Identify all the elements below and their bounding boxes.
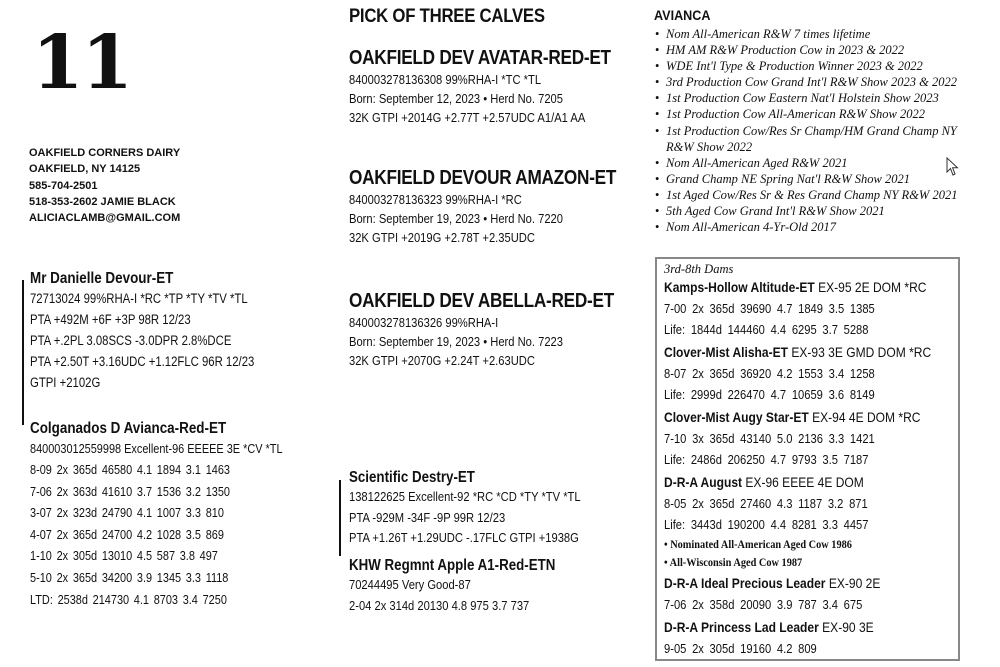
calf-entry xyxy=(349,47,611,127)
dam-id-line: 840003012559998 Excellent-96 EEEEE 3E *CV *TL xyxy=(30,441,283,456)
dam-entry-life: Life: 2486d 206250 4.7 9793 3.5 7187 xyxy=(664,452,869,467)
sire-name: Mr Danielle Devour-ET xyxy=(30,270,174,287)
bullet-icon: • xyxy=(655,123,660,138)
bullet-icon: • xyxy=(655,171,660,186)
bullet-icon: • xyxy=(655,107,660,122)
dam-entry-record: 9-05 2x 305d 19160 4.2 809 xyxy=(664,641,817,656)
dam-entry-record: 7-00 2x 365d 39690 4.7 1849 3.5 1385 xyxy=(664,301,875,316)
achievement-item: • 1st Production Cow Eastern Nat'l Holstein Show 2023 xyxy=(655,91,939,106)
dams-list xyxy=(664,277,931,659)
sire-line: PTA +.2PL 3.08SCS -3.0DPR 2.8%DCE xyxy=(30,333,232,348)
achievement-item: • 1st Production Cow All-American R&W Show 2022 xyxy=(655,107,926,122)
mid-sire-line: PTA -929M -34F -9P 99R 12/23 xyxy=(349,509,506,525)
dam-entry-name: Clover-Mist Augy Star-ET EX-94 4E DOM *RC xyxy=(664,409,921,425)
dam-entry-life: Life: 1844d 144460 4.4 6295 3.7 5288 xyxy=(664,322,869,337)
calf-name: OAKFIELD DEVOUR AMAZON-ET xyxy=(349,167,617,189)
calf-gtpi-line: 32K GTPI +2019G +2.78T +2.35UDC xyxy=(349,230,535,245)
calf-born-line: Born: September 19, 2023 • Herd No. 7220 xyxy=(349,211,563,226)
sire-line: GTPI +2102G xyxy=(30,375,101,390)
bullet-icon: • xyxy=(655,187,660,202)
bullet-icon: • xyxy=(655,59,660,74)
dam-lifetime: LTD: 2538d 214730 4.1 8703 3.4 7250 xyxy=(30,591,227,607)
mid-sire-block xyxy=(349,468,581,549)
bullet-icon: • xyxy=(655,220,660,235)
bullet-icon: • xyxy=(655,91,660,106)
calf-name: OAKFIELD DEV ABELLA-RED-ET xyxy=(349,290,614,312)
pedigree-rule xyxy=(22,280,24,425)
dam-honor-note: • All-Wisconsin Aged Cow 1987 xyxy=(664,555,803,569)
calf-id-line: 840003278136323 99%RHA-I *RC xyxy=(349,192,522,207)
consignor-email: ALICIACLAMB@GMAIL.COM xyxy=(29,212,181,225)
dam-classification: EX-90 3E xyxy=(822,619,874,635)
avianca-title: AVIANCA xyxy=(654,7,711,23)
dam-record: 5-10 2x 365d 34200 3.9 1345 3.3 1118 xyxy=(30,569,229,585)
consignor-line: 585-704-2501 xyxy=(29,179,98,192)
dam-classification: EX-94 4E DOM *RC xyxy=(812,409,921,425)
achievement-item: • HM AM R&W Production Cow in 2023 & 2022 xyxy=(655,43,905,58)
dam-honor-note: • Nominated All-American Aged Cow 1986 xyxy=(664,537,852,551)
bullet-icon: • xyxy=(655,43,660,58)
pedigree-rule xyxy=(339,480,341,556)
dams-header: 3rd-8th Dams xyxy=(664,262,734,276)
achievement-item: • 1st Production Cow/Res Sr Champ/HM Grand Champ NY xyxy=(655,123,957,138)
dam-record: 3-07 2x 323d 24790 4.1 1007 3.3 810 xyxy=(30,505,224,521)
mid-dam-line: 2-04 2x 314d 20130 4.8 975 3.7 737 xyxy=(349,597,530,613)
dam-record: 8-09 2x 365d 46580 4.1 1894 3.1 1463 xyxy=(30,462,230,477)
avianca-achievements xyxy=(655,26,957,235)
lot-number: 11 xyxy=(32,20,131,106)
achievement-item: • Nom All-American R&W 7 times lifetime xyxy=(655,27,871,41)
achievement-item-continued: R&W Show 2022 xyxy=(666,139,753,154)
dam-classification: EX-93 3E GMD DOM *RC xyxy=(791,344,932,360)
dam-entry-record: 8-05 2x 365d 27460 4.3 1187 3.2 871 xyxy=(664,496,868,511)
bullet-icon: • xyxy=(655,27,660,41)
achievement-item: • 5th Aged Cow Grand Int'l R&W Show 2021 xyxy=(655,204,885,219)
achievement-item: • Nom All-American Aged R&W 2021 xyxy=(655,155,848,170)
mid-dam-name: KHW Regmnt Apple A1-Red-ETN xyxy=(349,557,556,574)
dam-record: 1-10 2x 305d 13010 4.5 587 3.8 497 xyxy=(30,548,218,564)
dam-classification: EX-95 2E DOM *RC xyxy=(818,279,927,295)
dam-entry-name: D-R-A August EX-96 EEEE 4E DOM xyxy=(664,474,864,490)
achievement-item: • 1st Aged Cow/Res Sr & Res Grand Champ NY R&W 2021 xyxy=(655,187,958,202)
dam-classification: EX-90 2E xyxy=(828,575,881,591)
dam-entry-life: Life: 2999d 226470 4.7 10659 3.6 8149 xyxy=(664,387,875,402)
bullet-icon: • xyxy=(655,75,660,90)
dam-record: 4-07 2x 365d 24700 4.2 1028 3.5 869 xyxy=(30,526,224,542)
calf-id-line: 840003278136308 99%RHA-I *TC *TL xyxy=(349,72,542,87)
dam-record: 7-06 2x 363d 41610 3.7 1536 3.2 1350 xyxy=(30,483,230,499)
achievement-item: • Nom All-American 4-Yr-Old 2017 xyxy=(655,220,836,235)
dam-entry-record: 7-06 2x 358d 20090 3.9 787 3.4 675 xyxy=(664,597,863,612)
calf-entry xyxy=(349,167,616,247)
mid-sire-line: PTA +1.26T +1.29UDC -.17FLC GTPI +1938G xyxy=(349,530,579,545)
mid-dam-line: 70244495 Very Good-87 xyxy=(349,577,471,592)
sire-line: 72713024 99%RHA-I *RC *TP *TY *TV *TL xyxy=(30,291,248,306)
consignor-contact xyxy=(29,145,180,226)
bullet-icon: • xyxy=(655,204,660,219)
consignor-line: OAKFIELD, NY 14125 xyxy=(29,163,141,176)
achievement-item: • WDE Int'l Type & Production Winner 2023 & 2022 xyxy=(655,59,923,74)
dam-entry-life: Life: 3443d 190200 4.4 8281 3.3 4457 xyxy=(664,517,869,532)
achievement-item: • Grand Champ NE Spring Nat'l R&W Show 2021 xyxy=(655,171,911,186)
dam-entry-name: D-R-A Ideal Precious Leader EX-90 2E xyxy=(664,575,881,591)
sire-block xyxy=(30,269,254,393)
calf-gtpi-line: 32K GTPI +2070G +2.24T +2.63UDC xyxy=(349,353,535,368)
dam-entry-record: 7-10 3x 365d 43140 5.0 2136 3.3 1421 xyxy=(664,431,875,446)
consignor-line: 518-353-2602 JAMIE BLACK xyxy=(29,195,176,208)
mouse-cursor-icon xyxy=(946,157,960,177)
achievement-item: • 3rd Production Cow Grand Int'l R&W Show 2023 & 2022 xyxy=(655,75,957,90)
calf-id-line: 840003278136326 99%RHA-I xyxy=(349,315,499,330)
dam-entry-record: 8-07 2x 365d 36920 4.2 1553 3.4 1258 xyxy=(664,366,875,381)
calf-entry xyxy=(349,290,614,370)
calf-born-line: Born: September 12, 2023 • Herd No. 7205 xyxy=(349,91,563,106)
sire-line: PTA +2.50T +3.16UDC +1.12FLC 96R 12/23 xyxy=(30,354,255,369)
mid-sire-name: Scientific Destry-ET xyxy=(349,469,475,486)
dam-entry-name: D-R-A Princess Lad Leader EX-90 3E xyxy=(664,619,874,635)
dam-entry-name: Clover-Mist Alisha-ET EX-93 3E GMD DOM *RC xyxy=(664,344,932,360)
dam-entry-name: Kamps-Hollow Altitude-ET EX-95 2E DOM *RC xyxy=(664,279,927,295)
sire-line: PTA +492M +6F +3P 98R 12/23 xyxy=(30,312,191,327)
mid-dam-block xyxy=(349,556,555,616)
mid-sire-line: 138122625 Excellent-92 *RC *CD *TY *TV *TL xyxy=(349,489,581,504)
calf-gtpi-line: 32K GTPI +2014G +2.77T +2.57UDC A1/A1 AA xyxy=(349,110,586,125)
pick-title: PICK OF THREE CALVES xyxy=(349,5,545,27)
dam-name: Colganados D Avianca-Red-ET xyxy=(30,420,227,437)
dam-block xyxy=(30,419,283,610)
calf-name: OAKFIELD DEV AVATAR-RED-ET xyxy=(349,47,611,69)
calf-born-line: Born: September 19, 2023 • Herd No. 7223 xyxy=(349,334,563,349)
consignor-line: OAKFIELD CORNERS DAIRY xyxy=(29,147,181,159)
dam-classification: EX-96 EEEE 4E DOM xyxy=(745,474,864,490)
bullet-icon: • xyxy=(655,155,660,170)
